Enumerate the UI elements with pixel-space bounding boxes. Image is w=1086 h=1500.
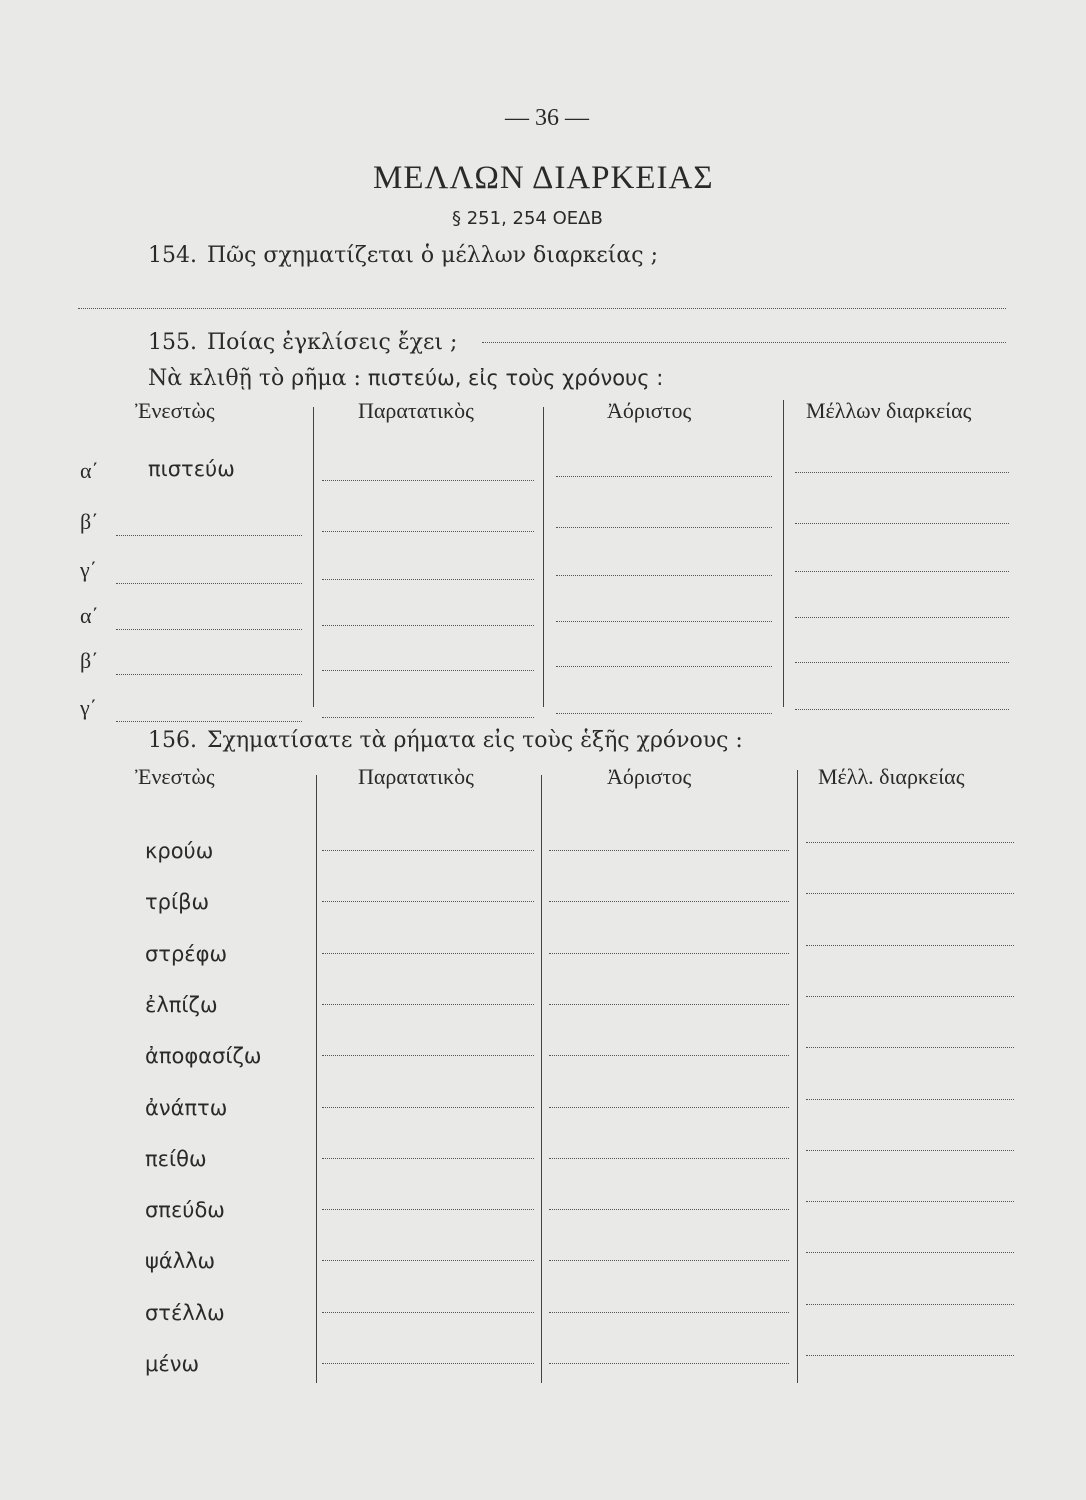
page-title: ΜΕΛΛΩΝ ΔΙΑΡΚΕΙΑΣ [373,160,714,196]
q155-enestos-blank[interactable] [116,535,302,536]
q155-aoristos-blank[interactable] [556,476,772,477]
q156-instruction [148,728,743,753]
q156-paratatikos-blank[interactable] [322,1260,534,1261]
q154-question [148,243,658,268]
q156-paratatikos-blank[interactable] [322,953,534,954]
q156-verb: ἀνάπτω [145,1096,228,1120]
q155-aoristos-blank[interactable] [556,527,772,528]
q155-column-divider [313,407,314,707]
q156-aoristos-blank[interactable] [549,1260,789,1261]
q156-aoristos-blank[interactable] [549,1209,789,1210]
q156-verb: ψάλλω [145,1249,216,1273]
q155-column-divider [783,400,784,707]
q155-paratatikos-blank[interactable] [322,579,534,580]
q156-column-divider [316,775,317,1383]
q155-instruction-text: Νὰ κλιθῇ τὸ ρῆμα : [148,366,361,391]
q156-aoristos-blank[interactable] [549,1004,789,1005]
q156-verb: κρούω [145,839,214,863]
q155-paratatikos-blank[interactable] [322,670,534,671]
q156-verb: στρέφω [145,942,228,966]
page-number: — 36 — [505,105,589,131]
q155-row-label: β΄ [80,509,99,534]
q156-paratatikos-blank[interactable] [322,1312,534,1313]
q156-paratatikos-blank[interactable] [322,901,534,902]
q156-paratatikos-blank[interactable] [322,1055,534,1056]
q156-verb: ἐλπίζω [145,993,218,1017]
q155-paratatikos-blank[interactable] [322,531,534,532]
q156-mellon-blank[interactable] [806,1150,1014,1151]
q156-mellon-blank[interactable] [806,1047,1014,1048]
q155-aoristos-blank[interactable] [556,666,772,667]
q156-aoristos-blank[interactable] [549,1107,789,1108]
q155-enestos-blank[interactable] [116,583,302,584]
q156-header-enestos: Ἐνεστὼς [135,764,215,789]
q155-instruction-tail: πιστεύω, εἰς τοὺς χρόνους : [367,366,664,390]
q155-row-label: α΄ [80,458,99,483]
q155-mellon-blank[interactable] [795,472,1009,473]
section-reference: § 251, 254 ΟΕΔΒ [452,208,603,229]
q156-header-paratatikos: Παρατατικὸς [358,764,474,789]
q155-instruction [148,366,663,391]
q156-aoristos-blank[interactable] [549,953,789,954]
q156-verb: πείθω [145,1147,207,1171]
q156-aoristos-blank[interactable] [549,1158,789,1159]
q156-verb: σπεύδω [145,1198,225,1222]
q155-header-aoristos: Ἀόριστος [607,398,692,423]
q156-mellon-blank[interactable] [806,1304,1014,1305]
q156-aoristos-blank[interactable] [549,1055,789,1056]
q156-aoristos-blank[interactable] [549,901,789,902]
q156-mellon-blank[interactable] [806,842,1014,843]
q155-mellon-blank[interactable] [795,617,1009,618]
q156-aoristos-blank[interactable] [549,850,789,851]
q155-enestos-blank[interactable] [116,674,302,675]
q156-aoristos-blank[interactable] [549,1312,789,1313]
q155-paratatikos-blank[interactable] [322,625,534,626]
q155-row-label: α΄ [80,603,99,628]
q155-mellon-blank[interactable] [795,571,1009,572]
q156-paratatikos-blank[interactable] [322,1107,534,1108]
q156-paratatikos-blank[interactable] [322,1158,534,1159]
q155-aoristos-blank[interactable] [556,575,772,576]
q155-mellon-blank[interactable] [795,662,1009,663]
q156-column-divider [797,770,798,1383]
q155-answer-line[interactable] [482,342,1006,343]
q154-number: 154. [148,243,197,268]
q155-header-enestos: Ἐνεστὼς [135,398,215,423]
q156-paratatikos-blank[interactable] [322,850,534,851]
q156-mellon-blank[interactable] [806,996,1014,997]
q155-paratatikos-blank[interactable] [322,480,534,481]
q155-aoristos-blank[interactable] [556,621,772,622]
q155-paratatikos-blank[interactable] [322,717,534,718]
q156-mellon-blank[interactable] [806,945,1014,946]
q156-column-divider [541,775,542,1383]
q156-mellon-blank[interactable] [806,1355,1014,1356]
q155-row-value: πιστεύω [148,457,235,481]
q156-paratatikos-blank[interactable] [322,1004,534,1005]
q155-enestos-blank[interactable] [116,629,302,630]
q156-mellon-blank[interactable] [806,893,1014,894]
q156-verb: τρίβω [145,890,210,914]
q155-column-divider [543,407,544,707]
q155-text: Ποίας ἐγκλίσεις ἔχει ; [206,330,458,355]
q156-verb: στέλλω [145,1301,225,1325]
q156-mellon-blank[interactable] [806,1099,1014,1100]
q155-aoristos-blank[interactable] [556,713,772,714]
q155-number: 155. [148,330,197,355]
q155-header-paratatikos: Παρατατικὸς [358,398,474,423]
q156-verb: μένω [145,1352,200,1376]
q154-text: Πῶς σχηματίζεται ὁ μέλλων διαρκείας ; [206,243,659,268]
q156-paratatikos-blank[interactable] [322,1363,534,1364]
q156-header-aoristos: Ἀόριστος [607,764,692,789]
q156-header-mellon: Μέλλ. διαρκείας [818,764,965,789]
q156-number: 156. [148,728,197,753]
q156-paratatikos-blank[interactable] [322,1209,534,1210]
q155-header-mellon: Μέλλων διαρκείας [806,398,972,423]
q155-row-label: β΄ [80,648,99,673]
q154-answer-line[interactable] [78,308,1006,309]
q156-text: Σχηματίσατε τὰ ρήματα εἰς τοὺς ἑξῆς χρόνους : [206,728,743,753]
q156-verb: ἀποφασίζω [145,1044,262,1068]
q156-mellon-blank[interactable] [806,1252,1014,1253]
q155-row-label: γ΄ [80,695,98,720]
q156-aoristos-blank[interactable] [549,1363,789,1364]
q155-mellon-blank[interactable] [795,709,1009,710]
q155-enestos-blank[interactable] [116,721,302,722]
q155-row-label: γ΄ [80,557,98,582]
q155-question [148,330,457,355]
q155-mellon-blank[interactable] [795,523,1009,524]
q156-mellon-blank[interactable] [806,1201,1014,1202]
